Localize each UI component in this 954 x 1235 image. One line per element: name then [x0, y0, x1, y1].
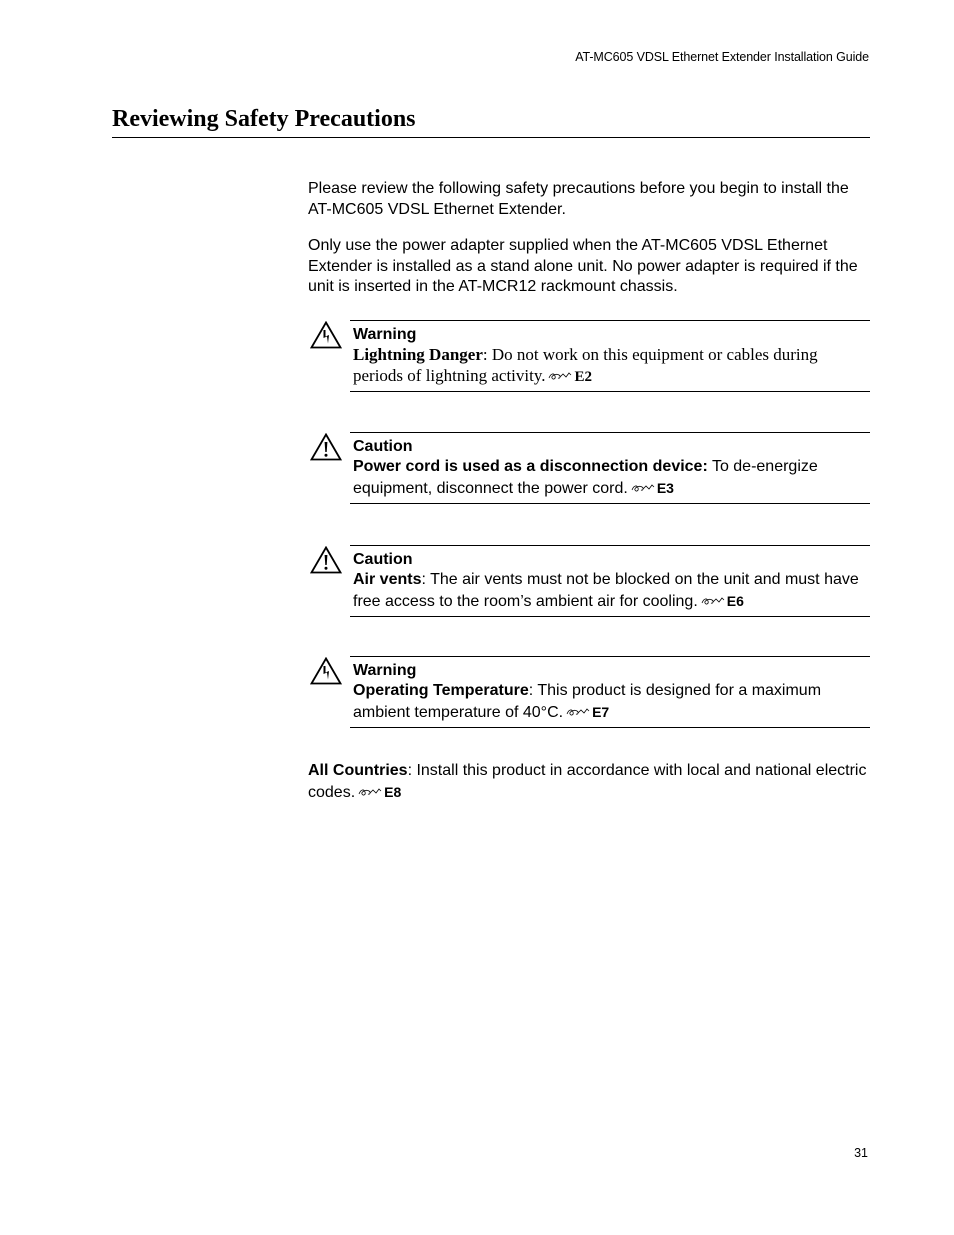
reference-mark-icon [358, 786, 382, 797]
notice-text [353, 570, 870, 612]
exclamation-caution-icon [310, 433, 342, 461]
warning-notice-operating-temperature [308, 656, 870, 728]
notice-description: : The air vents must not be blocked on the unit and must have free access to the room’s ambient air for cooling. [353, 571, 859, 610]
caution-notice-air-vents [308, 545, 870, 617]
reference-code: E2 [574, 368, 592, 385]
reference-mark-icon [701, 595, 725, 606]
notice-label: Power cord is used as a disconnection device: [353, 458, 708, 475]
reference-mark-icon [548, 370, 572, 381]
notice-label: Operating Temperature [353, 682, 529, 699]
reference-mark-icon [631, 482, 655, 493]
reference-code: E6 [726, 592, 744, 609]
all-countries-text: : Install this product in accordance with local and national electric codes. [308, 762, 867, 801]
notice-title: Caution [353, 551, 413, 568]
caution-notice-power-cord [308, 432, 870, 504]
page-number: 31 [854, 1146, 868, 1160]
notice-body [350, 432, 870, 504]
all-countries-paragraph [308, 761, 873, 803]
notice-description: : This product is designed for a maximum ambient temperature of 40°C. [353, 682, 822, 721]
notice-body [350, 656, 870, 728]
all-countries-label: All Countries [308, 762, 408, 779]
notice-body [350, 320, 870, 392]
notice-text [353, 681, 870, 723]
intro-paragraph-1: Please review the following safety precautions before you begin to install the AT-MC605 VDSL Ethernet Extender. [308, 180, 849, 218]
reference-code: E8 [384, 783, 402, 800]
notice-title: Warning [353, 326, 417, 343]
intro-paragraph-2: Only use the power adapter supplied when the AT-MC605 VDSL Ethernet Extender is installed as a stand alone unit. No power adapter is required if the unit is inserted in the AT-MCR12 rackmount chassis. [308, 237, 858, 295]
notice-body [350, 545, 870, 617]
notice-description: : Do not work on this equipment or cables during periods of lightning activity. [353, 345, 818, 385]
reference-mark-icon [566, 706, 590, 717]
notice-label: Lightning Danger [353, 345, 483, 364]
reference-code: E7 [592, 703, 610, 720]
notice-text [353, 457, 870, 499]
reference-code: E3 [656, 479, 674, 496]
notice-label: Air vents [353, 571, 422, 588]
running-header: AT-MC605 VDSL Ethernet Extender Installation Guide [575, 50, 869, 64]
notice-description: To de-energize equipment, disconnect the power cord. [353, 458, 818, 497]
warning-notice-lightning [308, 320, 870, 392]
exclamation-caution-icon [310, 546, 342, 574]
notice-title: Caution [353, 438, 413, 455]
notice-title: Warning [353, 662, 417, 679]
lightning-warning-icon [310, 657, 342, 685]
lightning-warning-icon [310, 321, 342, 349]
page-title: Reviewing Safety Precautions [112, 106, 870, 138]
notice-text [353, 345, 870, 387]
